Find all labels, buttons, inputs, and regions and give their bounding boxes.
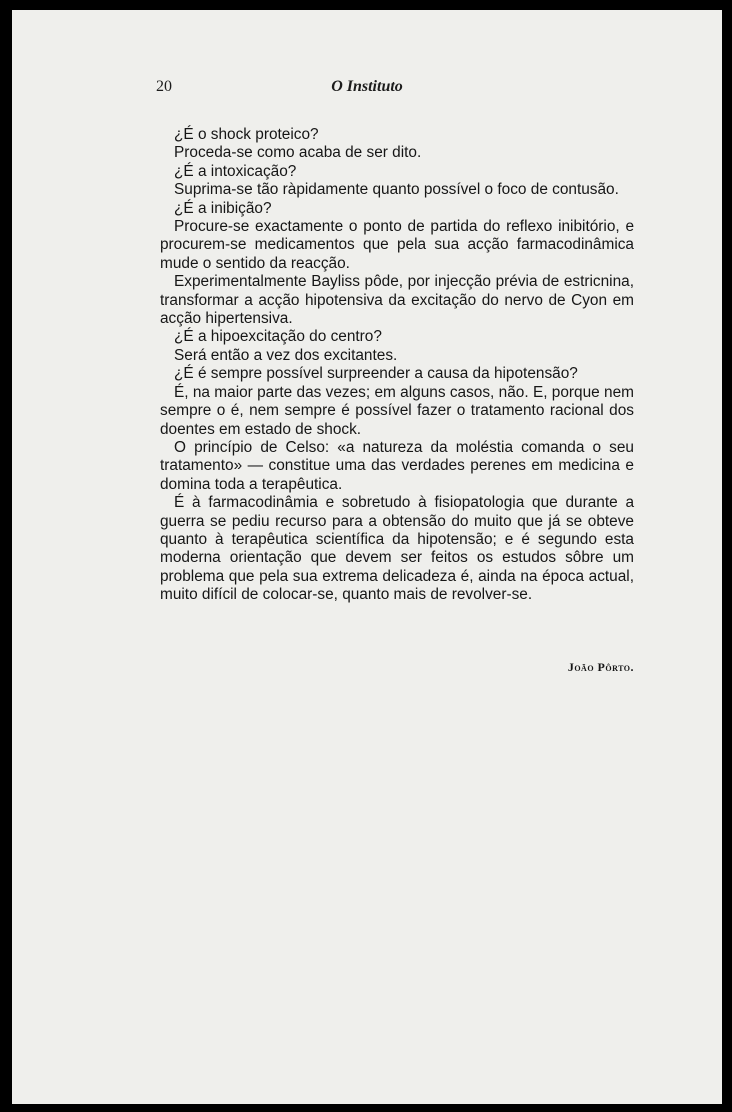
body-text — [160, 126, 634, 605]
page-header — [12, 78, 722, 102]
paragraph: Será então a vez dos excitantes. — [174, 346, 398, 364]
paragraph: Experimentalmente Bayliss pôde, por injecção prévia de estricnina, transformar a acção hipotensiva da excitação do nervo de Cyon em acção hipertensiva. — [160, 273, 634, 328]
paragraph: É à farmacodinâmia e sobretudo à fisiopatologia que durante a guerra se pediu recurso para a obtensão do muito que já se obteve quanto à terapêutica scientífica da hipotensão; e é segundo esta moderna orientação que devem ser feitos os estudos sôbre um problema que pela sua extrema delicadeza é, ainda na época actual, muito difícil de colocar-se, quanto mais de revolver-se. — [160, 494, 634, 604]
paragraph: O princípio de Celso: «a natureza da moléstia comanda o seu tratamento» — constitue uma das verdades perenes em medicina e domina toda a terapêutica. — [160, 438, 634, 493]
paragraph: Proceda-se como acaba de ser dito. — [174, 144, 422, 162]
paragraph: ¿É a hipoexcitação do centro? — [174, 328, 382, 346]
paragraph: ¿É a intoxicação? — [174, 162, 297, 180]
paragraph: ¿É a inibição? — [174, 199, 272, 217]
paragraph: Suprima-se tão ràpidamente quanto possível o foco de contusão. — [174, 181, 619, 199]
running-title: O Instituto — [331, 78, 403, 95]
paragraph: ¿É é sempre possível surpreender a causa da hipotensão? — [174, 365, 578, 383]
document-page — [12, 10, 722, 1104]
paragraph: ¿É o shock proteico? — [174, 126, 319, 143]
author-signature: João Pôrto. — [567, 660, 634, 674]
page-number: 20 — [156, 78, 172, 95]
paragraph: Procure-se exactamente o ponto de partida do reflexo inibitório, e procurem-se medicamentos que pela sua acção farmacodinâmica mude o sentido da reacção. — [160, 218, 634, 272]
paragraph: É, na maior parte das vezes; em alguns casos, não. E, porque nem sempre o é, nem sempre é possível fazer o tratamento racional dos doentes em estado de shock. — [160, 383, 634, 438]
